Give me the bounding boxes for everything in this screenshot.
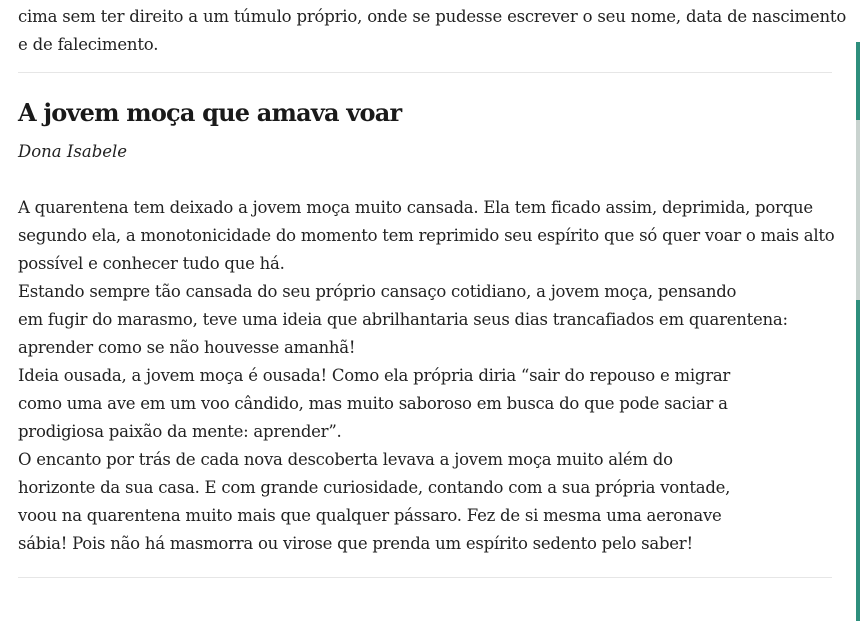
text-line: prodigiosa paixão da mente: aprender”. xyxy=(18,422,342,441)
article-list xyxy=(18,0,847,578)
text-line: aprender como se não houvesse amanhã! xyxy=(18,338,356,357)
previous-post-text xyxy=(18,0,847,59)
text-line: cima sem ter direito a um túmulo próprio, onde se pudesse escrever o seu nome, data de nascimento xyxy=(18,7,847,26)
post-body xyxy=(18,194,835,558)
post-author: Dona Isabele xyxy=(18,142,128,161)
text-line: em fugir do marasmo, teve uma ideia que abrilhantaria seus dias trancafiados em quarentena: xyxy=(18,310,788,329)
text-line: sábia! Pois não há masmorra ou virose que prenda um espírito sedento pelo saber! xyxy=(18,534,693,553)
text-line: e de falecimento. xyxy=(18,35,159,54)
text-line: como uma ave em um voo cândido, mas muito saboroso em busca do que pode saciar a xyxy=(18,394,728,413)
text-line: Ideia ousada, a jovem moça é ousada! Como ela própria diria “sair do repouso e migrar xyxy=(18,366,731,385)
text-line: segundo ela, a monotonicidade do momento tem reprimido seu espírito que só quer voar o mais alto xyxy=(18,226,835,245)
text-line: A quarentena tem deixado a jovem moça muito cansada. Ela tem ficado assim, deprimida, porque xyxy=(18,198,813,217)
text-line: possível e conhecer tudo que há. xyxy=(18,254,285,273)
post-divider xyxy=(18,72,832,73)
post-title: A jovem moça que amava voar xyxy=(18,98,402,127)
text-line: voou na quarentena muito mais que qualquer pássaro. Fez de si mesma uma aeronave xyxy=(18,506,722,525)
post-divider xyxy=(18,577,832,578)
side-image-strip xyxy=(856,120,860,300)
text-line: O encanto por trás de cada nova descoberta levava a jovem moça muito além do xyxy=(18,450,673,469)
text-line: horizonte da sua casa. E com grande curiosidade, contando com a sua própria vontade, xyxy=(18,478,731,497)
text-line: Estando sempre tão cansada do seu próprio cansaço cotidiano, a jovem moça, pensando xyxy=(18,282,737,301)
